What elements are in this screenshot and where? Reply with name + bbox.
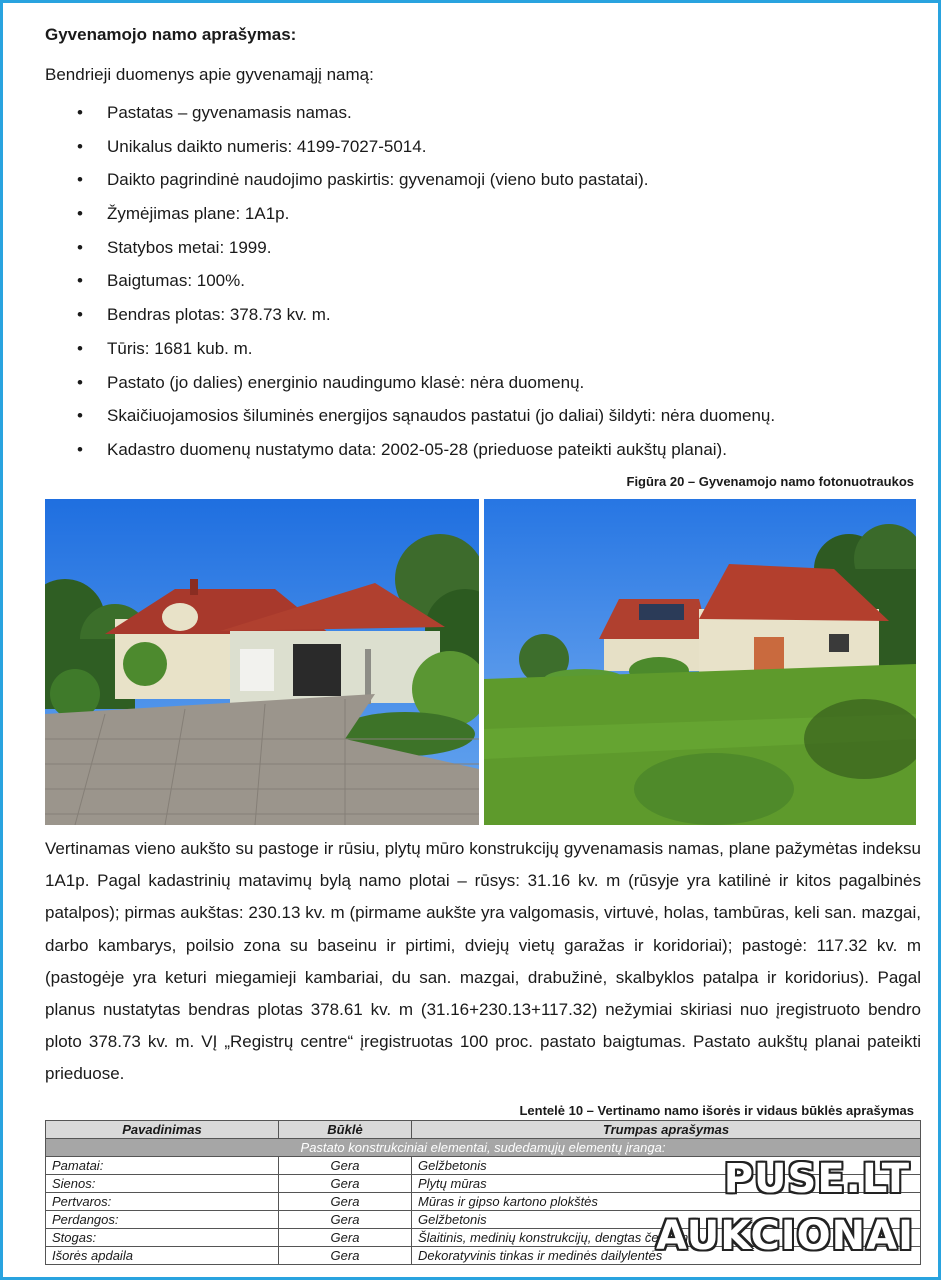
watermark-site: PUSE.LT	[723, 1156, 910, 1202]
fact-item: • Daikto pagrindinė naudojimo paskirtis: gyvenamoji (vieno buto pastatai).	[77, 167, 775, 201]
fact-item: • Kadastro duomenų nustatymo data: 2002-05-28 (prieduose pateikti aukštų planai).	[77, 437, 775, 471]
cell-description: Mūras ir gipso kartono plokštės	[412, 1193, 921, 1211]
cell-name: Pertvaros:	[46, 1193, 279, 1211]
col-header-condition: Būklė	[279, 1121, 412, 1139]
cell-condition: Gera	[279, 1193, 412, 1211]
house-photo-front	[45, 499, 479, 825]
table-header-row	[46, 1121, 921, 1139]
cell-condition: Gera	[279, 1175, 412, 1193]
cell-description: Plytų mūras	[412, 1175, 921, 1193]
col-header-name: Pavadinimas	[46, 1121, 279, 1139]
house-photo-garden	[484, 499, 916, 825]
section-heading: Gyvenamojo namo aprašymas:	[45, 25, 297, 44]
section-label: Pastato konstrukciniai elementai, sudedamųjų elementų įranga:	[46, 1139, 921, 1157]
fact-item: • Unikalus daikto numeris: 4199-7027-5014.	[77, 134, 775, 168]
fact-item: • Žymėjimas plane: 1A1p.	[77, 201, 775, 235]
cell-condition: Gera	[279, 1157, 412, 1175]
cell-description: Dekoratyvinis tinkas ir medinės dailylentės	[412, 1247, 921, 1265]
cell-name: Išorės apdaila	[46, 1247, 279, 1265]
cell-condition: Gera	[279, 1247, 412, 1265]
cell-description: Gelžbetonis	[412, 1211, 921, 1229]
cell-condition: Gera	[279, 1229, 412, 1247]
cell-name: Pamatai:	[46, 1157, 279, 1175]
intro-text: Bendrieji duomenys apie gyvenamąjį namą:	[45, 65, 374, 84]
col-header-description: Trumpas aprašymas	[412, 1121, 921, 1139]
cell-name: Stogas:	[46, 1229, 279, 1247]
fact-item: • Baigtumas: 100%.	[77, 268, 775, 302]
watermark-auctions: AUKCIONAI	[656, 1213, 914, 1259]
fact-item: • Skaičiuojamosios šiluminės energijos sąnaudos pastatui (jo daliai) šildyti: nėra duomenų.	[77, 403, 775, 437]
cell-condition: Gera	[279, 1211, 412, 1229]
fact-item: • Tūris: 1681 kub. m.	[77, 336, 775, 370]
house-description: Vertinamas vieno aukšto su pastoge ir rūsiu, plytų mūro konstrukcijų gyvenamasis namas, plane pažymėtas indeksu 1A1p. Pagal kadastrinių matavimų bylą namo plotai – rūsys: 31.16 kv. m (rūsyje yra katilinė ir kitos pagalbinės patalpos); pirmas aukštas: 230.13 kv. m (pirmame aukšte yra valgomasis, virtuvė, holas, tambūras, keli san. mazgai, darbo kambarys, poilsio zona su baseinu ir pirtimi, dviejų vietų garažas ir koridoriai); pastogė: 117.32 kv. m (pastogėje yra keturi miegamieji kambariai, du san. mazgai, drabužinė, skalbyklos patalpa ir koridorius). Pagal planus nustatytas bendras plotas 378.61 kv. m (31.16+230.13+117.32) nežymiai skiriasi nuo įregistruoto bendro ploto 378.73 kv. m. VĮ „Registrų centre“ įregistruotas 100 proc. pastato baigtumas. Pastato aukštų planai pateikti prieduose.	[45, 839, 921, 1084]
table-caption: Lentelė 10 – Vertinamo namo išorės ir vidaus būklės aprašymas	[519, 1103, 914, 1118]
table-section-row	[46, 1139, 921, 1157]
fact-item: • Pastatas – gyvenamasis namas.	[77, 100, 775, 134]
figure-caption: Figūra 20 – Gyvenamojo namo fotonuotraukos	[626, 474, 914, 489]
fact-item: • Bendras plotas: 378.73 kv. m.	[77, 302, 775, 336]
fact-item: • Statybos metai: 1999.	[77, 235, 775, 269]
cell-name: Sienos:	[46, 1175, 279, 1193]
facts-list	[77, 100, 775, 471]
fact-item: • Pastato (jo dalies) energinio naudingumo klasė: nėra duomenų.	[77, 370, 775, 404]
cell-name: Perdangos:	[46, 1211, 279, 1229]
cell-description: Šlaitinis, medinių konstrukcijų, dengtas čerpėmis	[412, 1229, 921, 1247]
cell-description: Gelžbetonis	[412, 1157, 921, 1175]
